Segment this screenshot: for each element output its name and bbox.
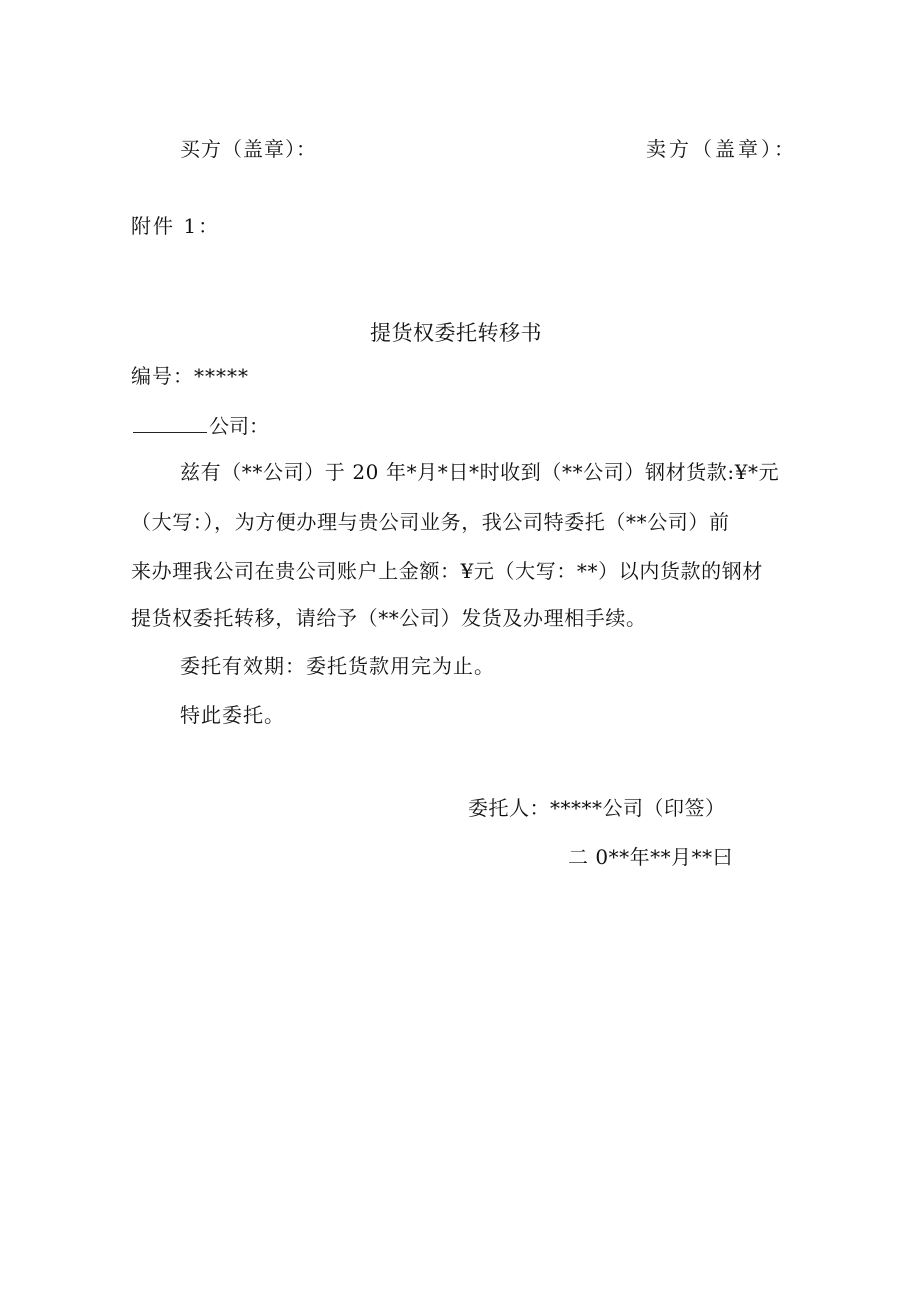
buyer-seal-label: 买方（盖章）： xyxy=(180,137,317,161)
body-line-4: 提货权委托转移，请给予（**公司）发货及办理相手续。 xyxy=(131,606,647,630)
document-title: 提货权委托转移书 xyxy=(370,321,542,345)
document-number: 编号：***** xyxy=(131,364,249,388)
body-line-1: 兹有（**公司）于 20 年*月*日*时收到（**公司）钢材货款:¥*元 xyxy=(180,460,780,484)
addressee-suffix: 公司： xyxy=(209,414,269,438)
addressee-line xyxy=(133,415,269,436)
validity-period: 委托有效期：委托货款用完为止。 xyxy=(180,654,495,678)
addressee-blank xyxy=(133,415,207,433)
body-line-3: 来办理我公司在贵公司账户上金额：¥元（大写：**）以内货款的钢材 xyxy=(131,559,763,583)
attachment-label: 附件 1： xyxy=(131,214,221,238)
seller-seal-label: 卖方（盖章）： xyxy=(646,137,797,161)
signature-date: 二 0**年**月**曰 xyxy=(568,845,734,869)
closing-phrase: 特此委托。 xyxy=(180,703,285,727)
body-line-2: （大写：），为方便办理与贵公司业务，我公司特委托（**公司）前 xyxy=(131,510,730,534)
principal-signature: 委托人：*****公司（印签） xyxy=(468,796,726,820)
